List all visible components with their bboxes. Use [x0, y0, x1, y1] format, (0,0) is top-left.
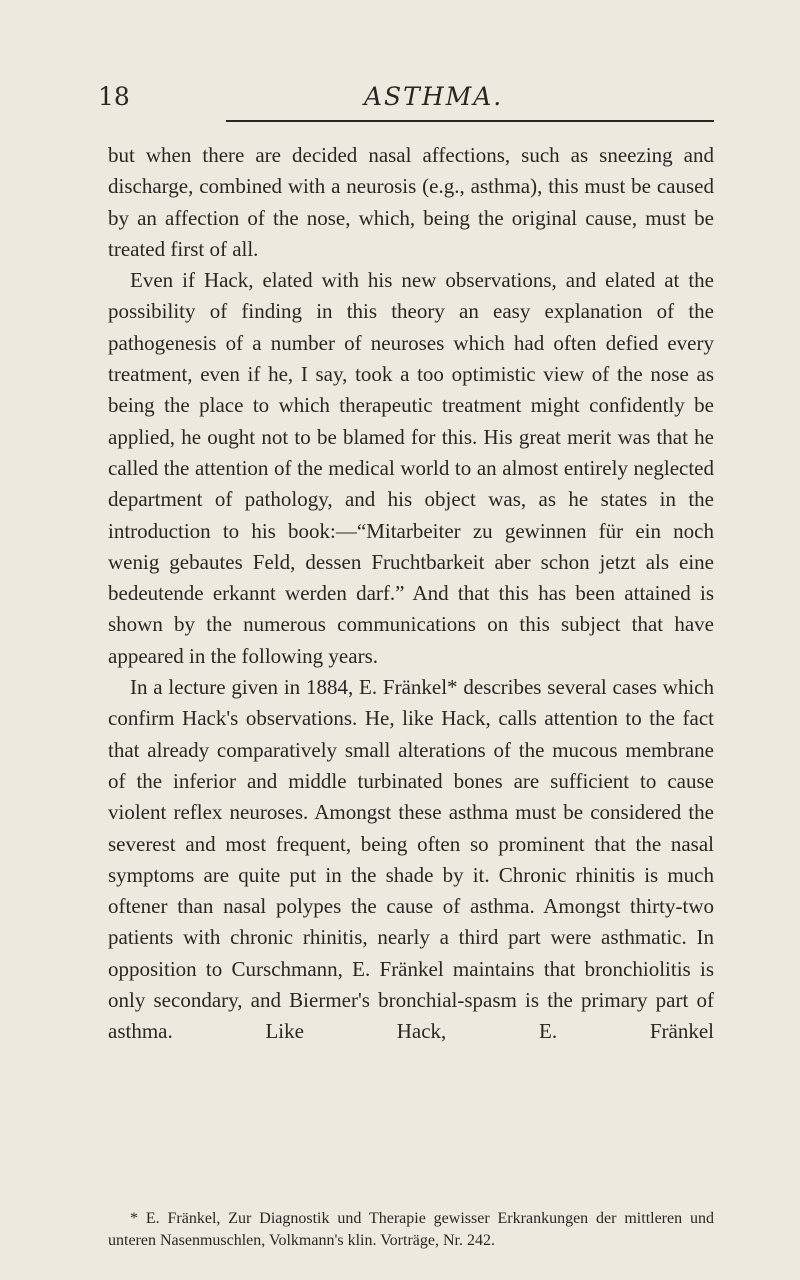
footnote-text: * E. Fränkel, Zur Diagnostik und Therapie gewisser Erkrankungen der mittleren und unteren Nasenmuschlen, Volkmann's klin. Vorträge, Nr. 242. [108, 1210, 714, 1249]
paragraph: but when there are decided nasal affections, such as sneezing and discharge, combined with a neurosis (e.g., asthma), this must be caused by an affection of the nose, which, being the original cause, must be treated first of all. [108, 143, 714, 261]
paragraph: Even if Hack, elated with his new observations, and elated at the possibility of finding in this theory an easy explanation of the pathogenesis of a number of neuroses which had often defied every treatment, even if he, I say, took a too optimistic view of the nose as being the place to which therapeutic treatment might confidently be applied, he ought not to be blamed for this. His great merit was that he called the attention of the medical world to an almost entirely neglected department of pathology, and his object was, as he states in the introduction to his book:—“Mitarbeiter zu gewinnen für ein noch wenig gebautes Feld, dessen Fruchtbarkeit aber schon jetzt als eine bedeutende erkannt werden darf.” And that this has been attained is shown by the numerous communications on this subject that have appeared in the following years. [108, 268, 714, 668]
footnote [108, 1208, 714, 1252]
running-title: ASTHMA. [364, 82, 504, 111]
body-text [108, 140, 714, 1048]
header-rule [226, 120, 714, 122]
paragraph: In a lecture given in 1884, E. Fränkel* describes several cases which confirm Hack's observations. He, like Hack, calls attention to the fact that already comparatively small alterations of the mucous membrane of the inferior and middle turbinated bones are sufficient to cause violent reflex neuroses. Amongst these asthma must be considered the severest and most frequent, being often so prominent that the nasal symptoms are quite put in the shade by it. Chronic rhinitis is much oftener than nasal polypes the cause of asthma. Amongst thirty-two patients with chronic rhinitis, nearly a third part were asthmatic. In opposition to Curschmann, E. Fränkel maintains that bronchiolitis is only secondary, and Biermer's bronchial-spasm is the primary part of asthma. Like Hack, E. Fränkel [108, 675, 714, 1044]
page-header [0, 82, 800, 112]
page-number: 18 [98, 82, 130, 111]
